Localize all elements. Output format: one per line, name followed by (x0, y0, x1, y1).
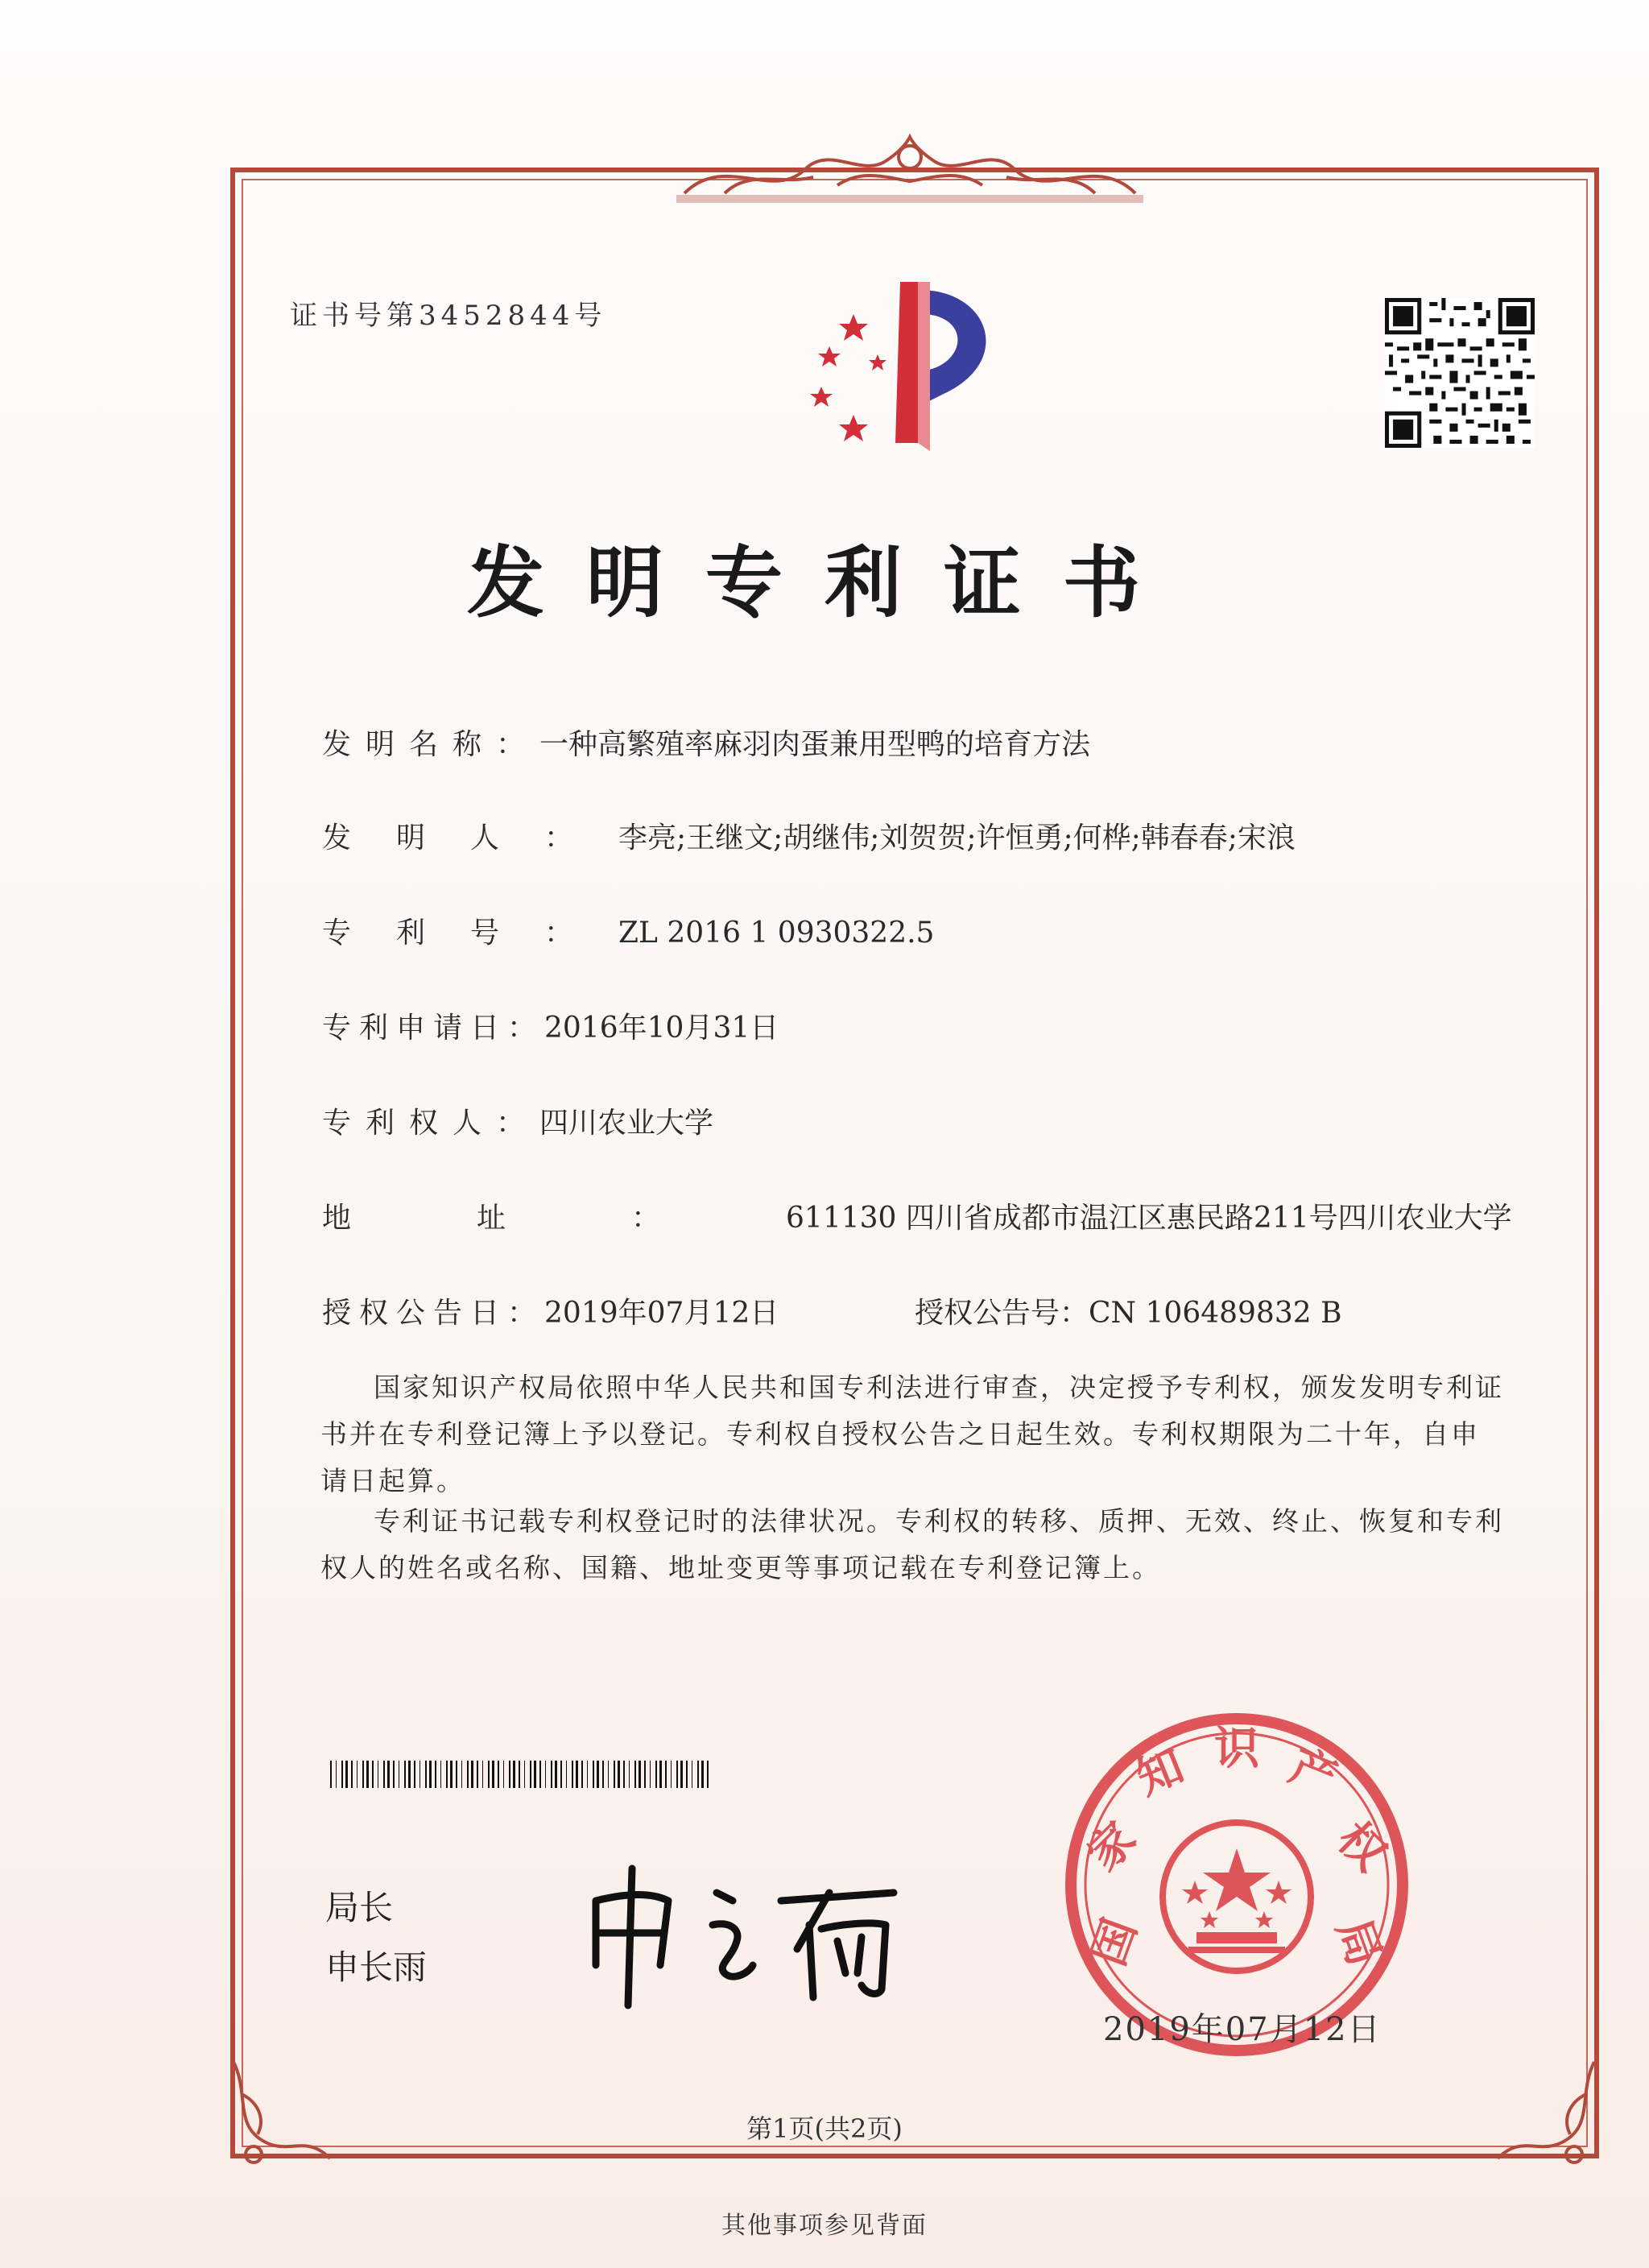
invention-name-value: 一种高繁殖率麻羽肉蛋兼用型鸭的培育方法 (539, 728, 1091, 761)
field-invention-name (322, 722, 1090, 763)
field-address (322, 1195, 1512, 1236)
application-date-value: 2016年10月31日 (544, 1012, 779, 1045)
svg-text:识: 识 (1214, 1723, 1259, 1775)
invention-name-label: 发明名称： (322, 728, 540, 761)
svg-text:国: 国 (1082, 1912, 1147, 1973)
page-number: 第1页(共2页) (746, 2113, 903, 2144)
inventors-value: 李亮;王继文;胡继伟;刘贺贺;许恒勇;何桦;韩春春;宋浪 (618, 822, 1296, 855)
field-application-date (322, 1005, 779, 1046)
footer-note: 其他事项参见背面 (721, 2212, 928, 2240)
address-value: 611130 四川省成都市温江区惠民路211号四川农业大学 (786, 1202, 1512, 1235)
body-paragraph-2: 专利证书记载专利权登记时的法律状况。专利权的转移、质押、无效、终止、恢复和专利权人的姓名或名称、国籍、地址变更等事项记载在专利登记簿上。 (320, 1505, 1504, 1583)
svg-text:权: 权 (1327, 1812, 1396, 1881)
svg-text:局: 局 (1326, 1912, 1391, 1973)
field-patent-number (322, 910, 934, 951)
field-patentee (322, 1100, 713, 1141)
inventors-label: 发明人： (322, 822, 619, 855)
field-inventors (322, 815, 1296, 856)
handwritten-signature (580, 1852, 918, 2013)
patent-number-label: 专利号： (322, 917, 619, 950)
seal-date: 2019年07月12日 (1103, 2011, 1382, 2048)
cnipa-logo-icon (797, 274, 1039, 459)
body-paragraph-1: 国家知识产权局依照中华人民共和国专利法进行审查，决定授予专利权，颁发发明专利证书并在专利登记簿上予以登记。专利权自授权公告之日起生效。专利权期限为二十年，自申请日起算。 (320, 1372, 1504, 1496)
patentee-label: 专利权人： (322, 1107, 540, 1140)
certificate-title: 发明专利证书 (467, 538, 1182, 628)
certificate-number: 证书号第3452844号 (290, 300, 607, 332)
qr-code-icon[interactable] (1385, 298, 1535, 448)
barcode-icon (330, 1761, 709, 1788)
director-title: 局长 (325, 1888, 394, 1927)
application-date-label: 专利申请日： (322, 1012, 545, 1045)
field-grant-number (915, 1290, 1342, 1331)
director-name: 申长雨 (325, 1947, 428, 1987)
grant-number-label: 授权公告号： (915, 1297, 1089, 1330)
svg-text:知: 知 (1129, 1740, 1192, 1806)
grant-date-label: 授权公告日： (322, 1297, 545, 1330)
patent-number-value: ZL 2016 1 0930322.5 (618, 917, 935, 950)
field-grant-date (322, 1290, 779, 1331)
grant-date-value: 2019年07月12日 (544, 1297, 779, 1330)
svg-text:家: 家 (1077, 1812, 1147, 1881)
patentee-value: 四川农业大学 (539, 1107, 714, 1140)
address-label: 地址： (322, 1202, 787, 1235)
top-ornament (676, 121, 1143, 209)
svg-text:产: 产 (1282, 1740, 1345, 1806)
grant-number-value: CN 106489832 B (1089, 1297, 1342, 1330)
